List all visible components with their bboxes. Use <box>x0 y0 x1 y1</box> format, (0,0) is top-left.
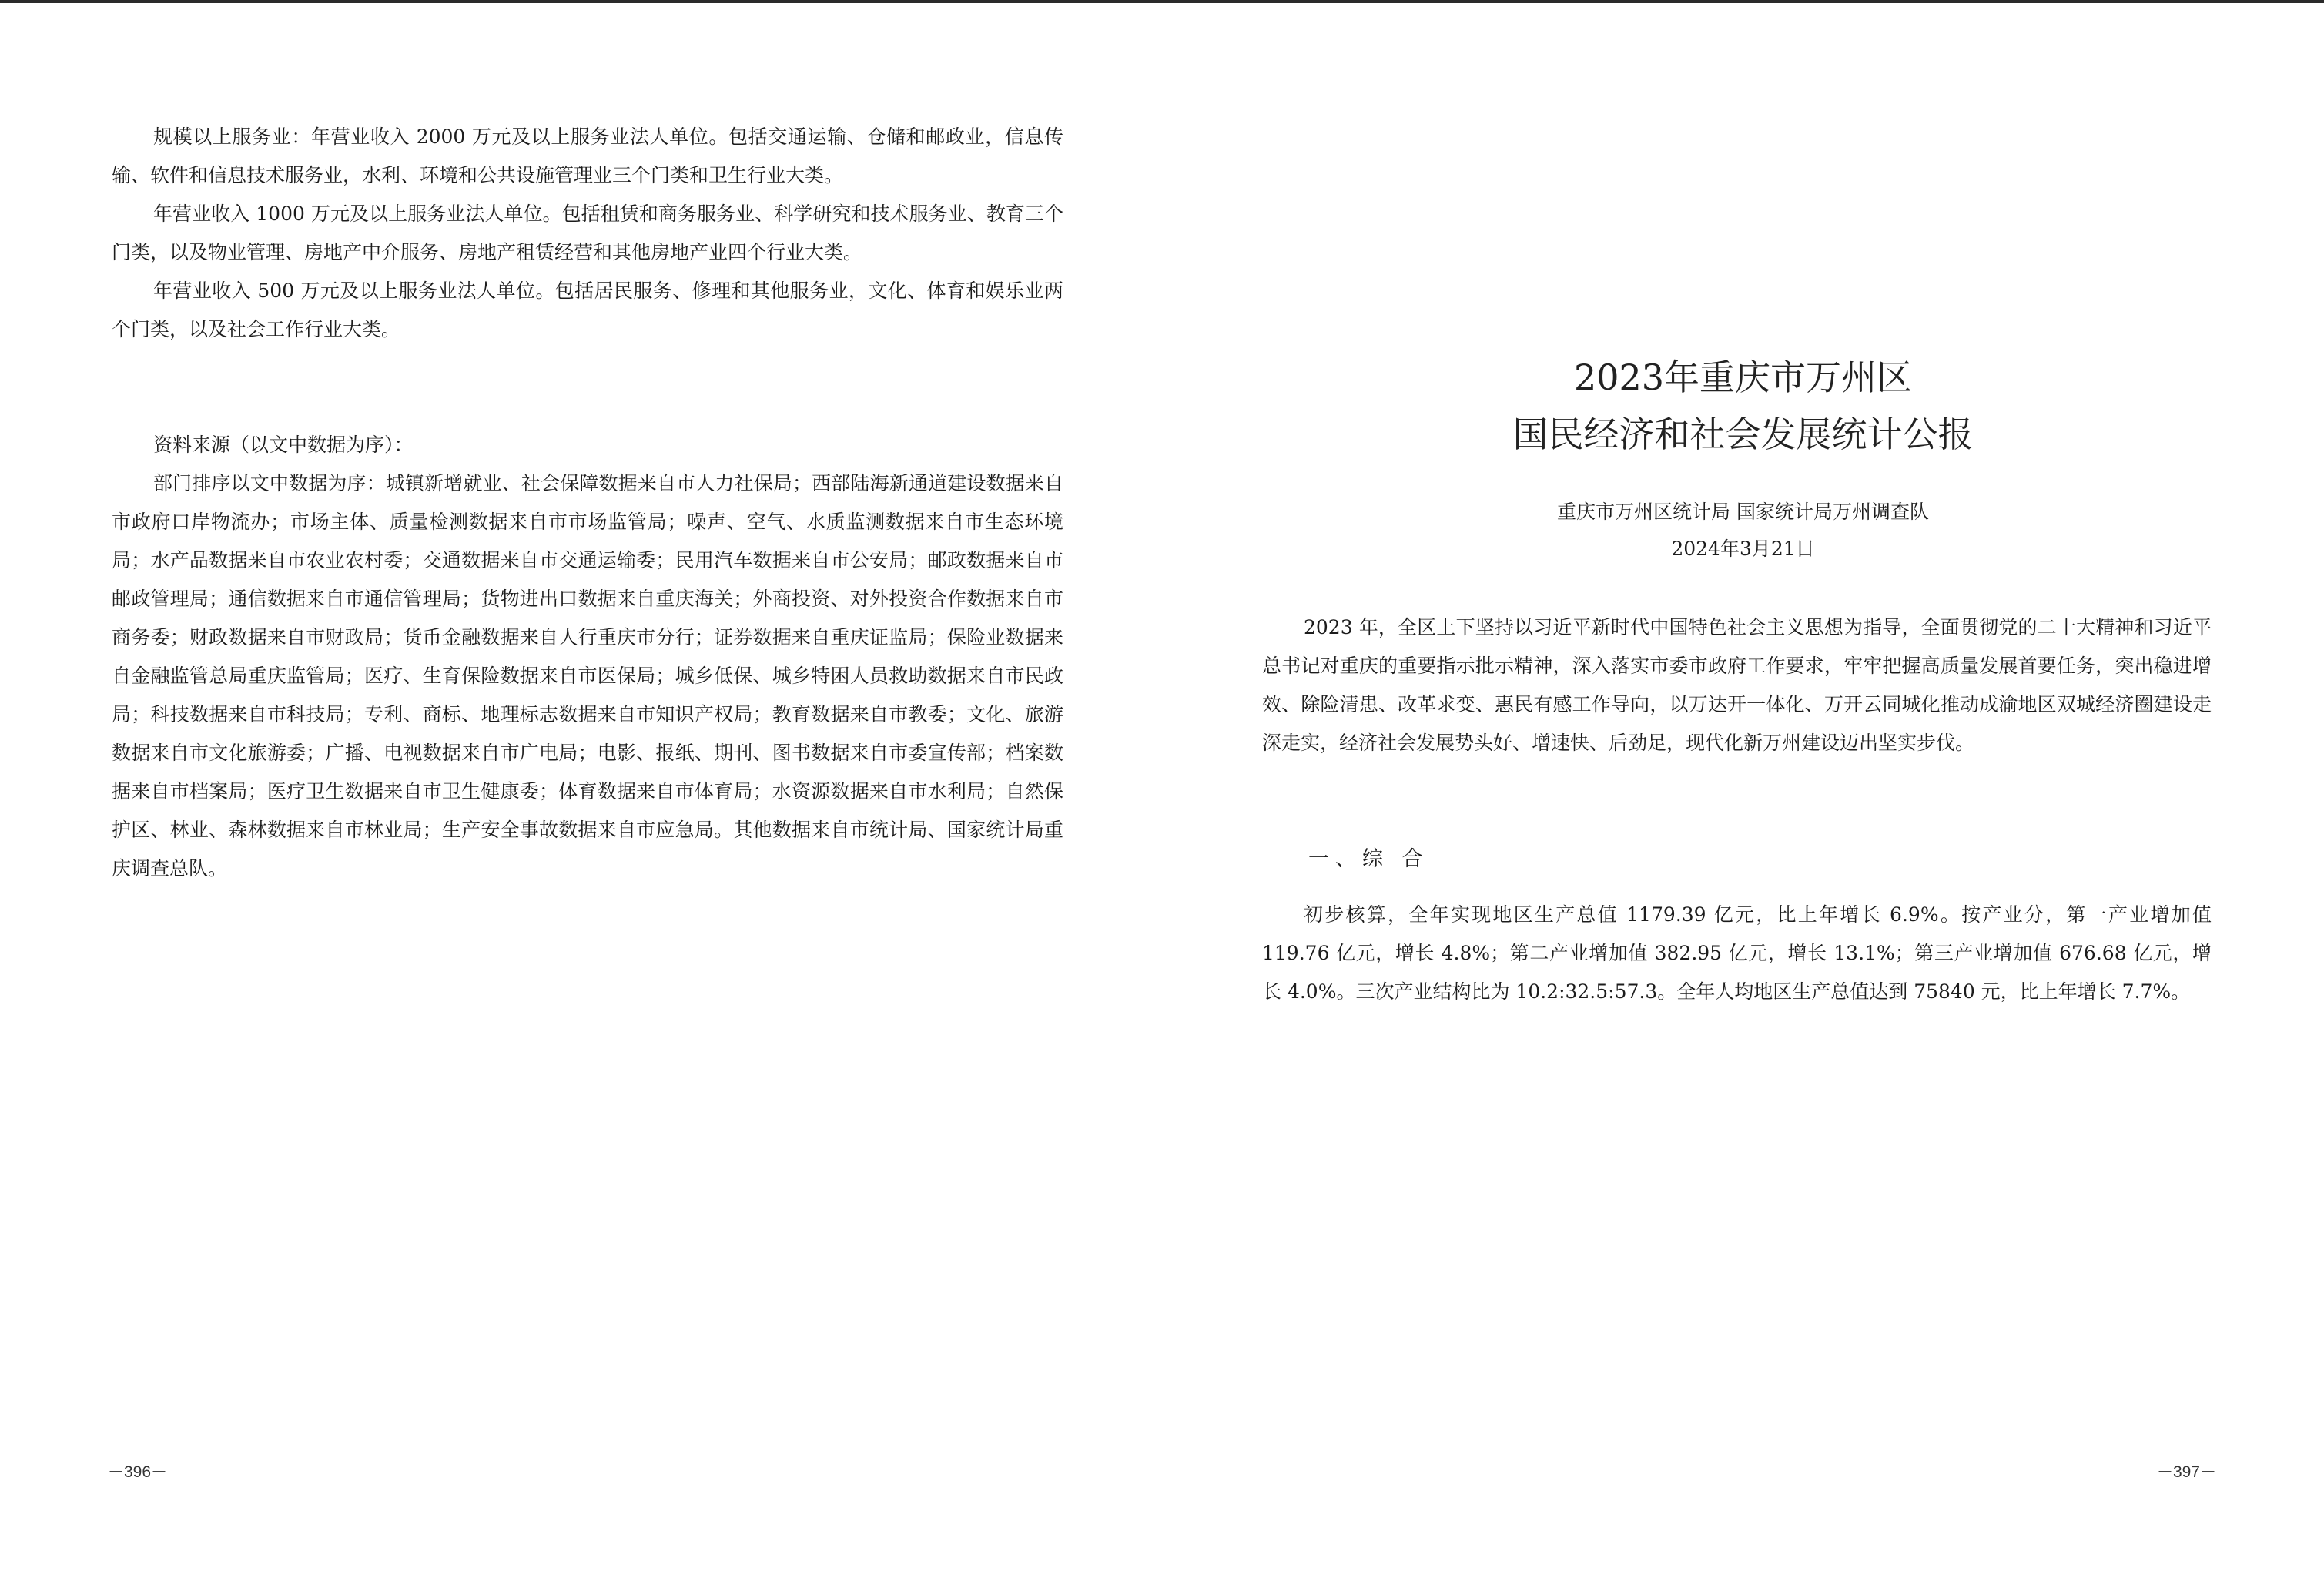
section-overview-text: 初步核算，全年实现地区生产总值 1179.39 亿元，比上年增长 6.9%。按产业分，第一产业增加值 119.76 亿元，增长 4.8%；第二产业增加值 382.95 亿元，增长 13.1%；第三产业增加值 676.68 亿元，增长 4.0%。三次产业结构比为 10.2:32.5:57.3。全年人均地区生产总值达到 75840 元，比上年增长 7.7%。 <box>1262 903 2212 1003</box>
right-page <box>1162 0 2324 1588</box>
section-heading-overview: 一、综 合 <box>1308 847 1429 871</box>
paragraph-service-2000: 规模以上服务业：年营业收入 2000 万元及以上服务业法人单位。包括交通运输、仓储和邮政业，信息传输、软件和信息技术服务业，水利、环境和公共设施管理业三个门类和卫生行业大类。 <box>112 126 1063 186</box>
report-date: 2024年3月21日 <box>1671 538 1815 560</box>
report-title-line2: 国民经济和社会发展统计公报 <box>1512 414 1974 455</box>
page-number-left: －396－ <box>108 1463 168 1481</box>
paragraph-service-500: 年营业收入 500 万元及以上服务业法人单位。包括居民服务、修理和其他服务业，文化、体育和娱乐业两个门类，以及社会工作行业大类。 <box>112 280 1063 340</box>
report-title-line1: 2023年重庆市万州区 <box>1573 357 1913 398</box>
report-authors: 重庆市万州区统计局 国家统计局万州调查队 <box>1557 501 1929 523</box>
sources-text: 部门排序以文中数据为序：城镇新增就业、社会保障数据来自市人力社保局；西部陆海新通道建设数据来自市政府口岸物流办；市场主体、质量检测数据来自市市场监管局；噪声、空气、水质监测数据来自市生态环境局；水产品数据来自市农业农村委；交通数据来自市交通运输委；民用汽车数据来自市公安局；邮政数据来自市邮政管理局；通信数据来自市通信管理局；货物进出口数据来自重庆海关；外商投资、对外投资合作数据来自市商务委；财政数据来自市财政局；货币金融数据来自人行重庆市分行；证券数据来自重庆证监局；保险业数据来自金融监管总局重庆监管局；医疗、生育保险数据来自市医保局；城乡低保、城乡特困人员救助数据来自市民政局；科技数据来自市科技局；专利、商标、地理标志数据来自市知识产权局；教育数据来自市教委；文化、旅游数据来自市文化旅游委；广播、电视数据来自市广电局；电影、报纸、期刊、图书数据来自市委宣传部；档案数据来自市档案局；医疗卫生数据来自市卫生健康委；体育数据来自市体育局；水资源数据来自市水利局；自然保护区、林业、森林数据来自市林业局；生产安全事故数据来自市应急局。其他数据来自市统计局、国家统计局重庆调查总队。 <box>112 472 1063 879</box>
page-number-right: －397－ <box>2156 1463 2216 1481</box>
intro-paragraph: 2023 年，全区上下坚持以习近平新时代中国特色社会主义思想为指导，全面贯彻党的二十大精神和习近平总书记对重庆的重要指示批示精神，深入落实市委市政府工作要求，牢牢把握高质量发展首要任务，突出稳进增效、除险清患、改革求变、惠民有感工作导向，以万达开一体化、万开云同城化推动成渝地区双城经济圈建设走深走实，经济社会发展势头好、增速快、后劲足，现代化新万州建设迈出坚实步伐。 <box>1262 616 2212 754</box>
sources-heading: 资料来源（以文中数据为序）： <box>153 434 414 456</box>
paragraph-service-1000: 年营业收入 1000 万元及以上服务业法人单位。包括租赁和商务服务业、科学研究和技术服务业、教育三个门类，以及物业管理、房地产中介服务、房地产租赁经营和其他房地产业四个行业大类。 <box>112 203 1063 263</box>
